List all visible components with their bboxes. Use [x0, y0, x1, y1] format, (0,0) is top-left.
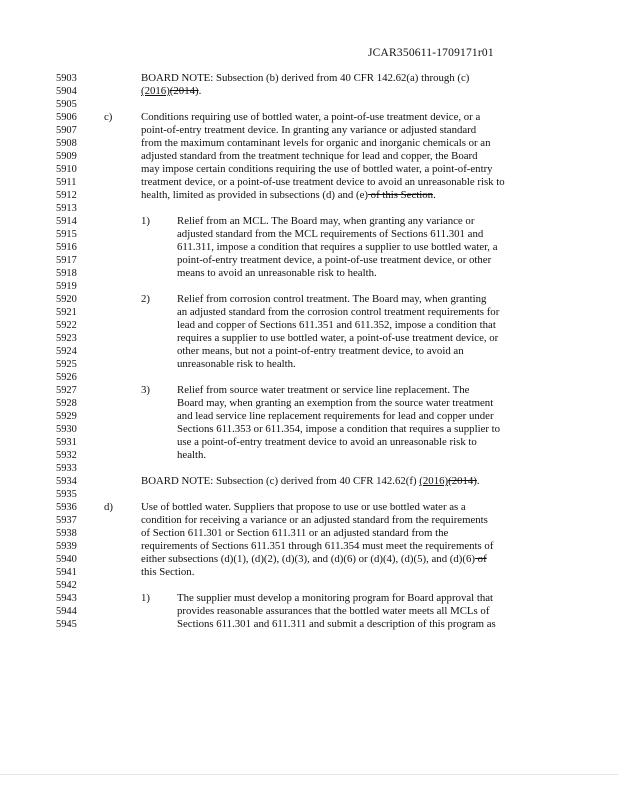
line-number: 5909: [56, 151, 77, 162]
item-c2-line: other means, but not a point-of-entry treatment device, to avoid an: [177, 345, 464, 357]
deleted-text: (2014): [448, 475, 477, 487]
subsection-d-line: requirements of Sections 611.351 through 611.354 must meet the requirements of: [141, 540, 494, 552]
line-number: 5907: [56, 125, 77, 136]
item-d1-line: provides reasonable assurances that the bottled water meets all MCLs of: [177, 605, 490, 617]
line-number: 5944: [56, 606, 77, 617]
item-d1-number: 1): [141, 592, 150, 604]
line-number: 5934: [56, 476, 77, 487]
item-c3-line: Sections 611.353 or 611.354, impose a condition that requires a supplier to: [177, 423, 501, 435]
subsection-c-line: point-of-entry treatment device. In granting any variance or adjusted standard: [141, 124, 477, 136]
deleted-text: of: [474, 553, 487, 565]
line-number: 5923: [56, 333, 77, 344]
document-id: JCAR350611-1709171r01: [368, 47, 494, 59]
line-number: 5930: [56, 424, 77, 435]
item-c1-line: adjusted standard from the MCL requirements of Sections 611.301 and: [177, 228, 484, 240]
line-number: 5938: [56, 528, 77, 539]
line-number: 5929: [56, 411, 77, 422]
subsection-c-label: c): [104, 111, 113, 123]
line-number: 5924: [56, 346, 77, 357]
deleted-text: of this Section: [367, 189, 434, 201]
line-number: 5912: [56, 190, 77, 201]
line-number: 5916: [56, 242, 77, 253]
line-number: 5928: [56, 398, 77, 409]
board-note-b-line2: (2016)(2014).: [141, 85, 202, 97]
subsection-c-line: adjusted standard from the treatment technique for lead and copper, the Board: [141, 150, 478, 162]
line-number: 5933: [56, 463, 77, 474]
subsection-c-line: Conditions requiring use of bottled water, a point-of-use treatment device, or a: [141, 111, 481, 123]
line-number: 5941: [56, 567, 77, 578]
subsection-d-line: condition for receiving a variance or an adjusted standard from the requirements: [141, 514, 488, 526]
subsection-d-line: either subsections (d)(1), (d)(2), (d)(3), and (d)(6) or (d)(4), (d)(5), and (d)(6) of: [141, 553, 487, 565]
inserted-text: (2016): [141, 85, 170, 97]
line-number: 5918: [56, 268, 77, 279]
subsection-d-line: of Section 611.301 or Section 611.311 or an adjusted standard from the: [141, 527, 449, 539]
item-c1-line: 611.311, impose a condition that requires a supplier to use bottled water, a: [177, 241, 498, 253]
line-number: 5935: [56, 489, 77, 500]
line-number: 5943: [56, 593, 77, 604]
item-c3-line: Relief from source water treatment or service line replacement. The: [177, 384, 470, 396]
item-c2-line: lead and copper of Sections 611.351 and 611.352, impose a condition that: [177, 319, 496, 331]
line-number: 5931: [56, 437, 77, 448]
line-number: 5914: [56, 216, 77, 227]
board-note-b-line1: BOARD NOTE: Subsection (b) derived from 40 CFR 142.62(a) through (c): [141, 72, 470, 84]
inserted-text: (2016): [419, 475, 449, 487]
line-number: 5906: [56, 112, 77, 123]
line-number: 5945: [56, 619, 77, 630]
line-number: 5908: [56, 138, 77, 149]
subsection-c-line: health, limited as provided in subsections (d) and (e) of this Section.: [141, 189, 436, 201]
line-number: 5937: [56, 515, 77, 526]
item-d1-line: The supplier must develop a monitoring program for Board approval that: [177, 592, 494, 604]
line-number: 5939: [56, 541, 77, 552]
subsection-c-line: from the maximum contaminant levels for organic and inorganic chemicals or an: [141, 137, 491, 149]
item-c1-number: 1): [141, 215, 150, 227]
item-c3-line: health.: [177, 449, 207, 461]
line-number: 5904: [56, 86, 77, 97]
item-c1-line: point-of-entry treatment device, a point-of-use treatment device, or other: [177, 254, 492, 266]
item-c3-line: and lead service line replacement requirements for lead and copper under: [177, 410, 494, 422]
line-number: 5905: [56, 99, 77, 110]
item-c3-number: 3): [141, 384, 150, 396]
line-number: 5922: [56, 320, 77, 331]
board-note-c: BOARD NOTE: Subsection (c) derived from 40 CFR 142.62(f) (2016)(2014).: [141, 475, 480, 487]
item-c1-line: Relief from an MCL. The Board may, when granting any variance or: [177, 215, 475, 227]
item-c3-line: Board may, when granting an exemption from the source water treatment: [177, 397, 494, 409]
line-number: 5927: [56, 385, 77, 396]
item-d1-line: Sections 611.301 and 611.311 and submit a description of this program as: [177, 618, 496, 630]
line-number: 5936: [56, 502, 77, 513]
line-number: 5926: [56, 372, 77, 383]
item-c1-line: means to avoid an unreasonable risk to health.: [177, 267, 377, 279]
item-c2-line: Relief from corrosion control treatment. The Board may, when granting: [177, 293, 487, 305]
deleted-text: (2014): [169, 85, 199, 97]
line-number: 5932: [56, 450, 77, 461]
line-number: 5919: [56, 281, 77, 292]
item-c2-line: unreasonable risk to health.: [177, 358, 296, 370]
line-number: 5920: [56, 294, 77, 305]
inserted-text: (e): [356, 189, 368, 201]
subsection-c-line: may impose certain conditions requiring the use of bottled water, a point-of-entry: [141, 163, 493, 175]
item-c3-line: use a point-of-entry treatment device to avoid an unreasonable risk to: [177, 436, 477, 448]
line-number: 5910: [56, 164, 77, 175]
deleted-text: this Section: [141, 566, 192, 578]
line-number: 5921: [56, 307, 77, 318]
page-bottom-rule: [0, 774, 618, 775]
line-number: 5940: [56, 554, 77, 565]
line-number: 5915: [56, 229, 77, 240]
subsection-c-line: treatment device, or a point-of-use treatment device to avoid an unreasonable risk to: [141, 176, 505, 188]
line-number: 5942: [56, 580, 77, 591]
subsection-d-label: d): [104, 501, 113, 513]
line-number: 5913: [56, 203, 77, 214]
line-number: 5903: [56, 73, 77, 84]
item-c2-line: an adjusted standard from the corrosion control treatment requirements for: [177, 306, 500, 318]
subsection-d-line: this Section.: [141, 566, 195, 578]
line-number: 5925: [56, 359, 77, 370]
line-number: 5917: [56, 255, 77, 266]
line-number: 5911: [56, 177, 77, 188]
item-c2-line: requires a supplier to use bottled water, a point-of-use treatment device, or: [177, 332, 499, 344]
subsection-d-line: Use of bottled water. Suppliers that propose to use or use bottled water as a: [141, 501, 466, 513]
item-c2-number: 2): [141, 293, 150, 305]
